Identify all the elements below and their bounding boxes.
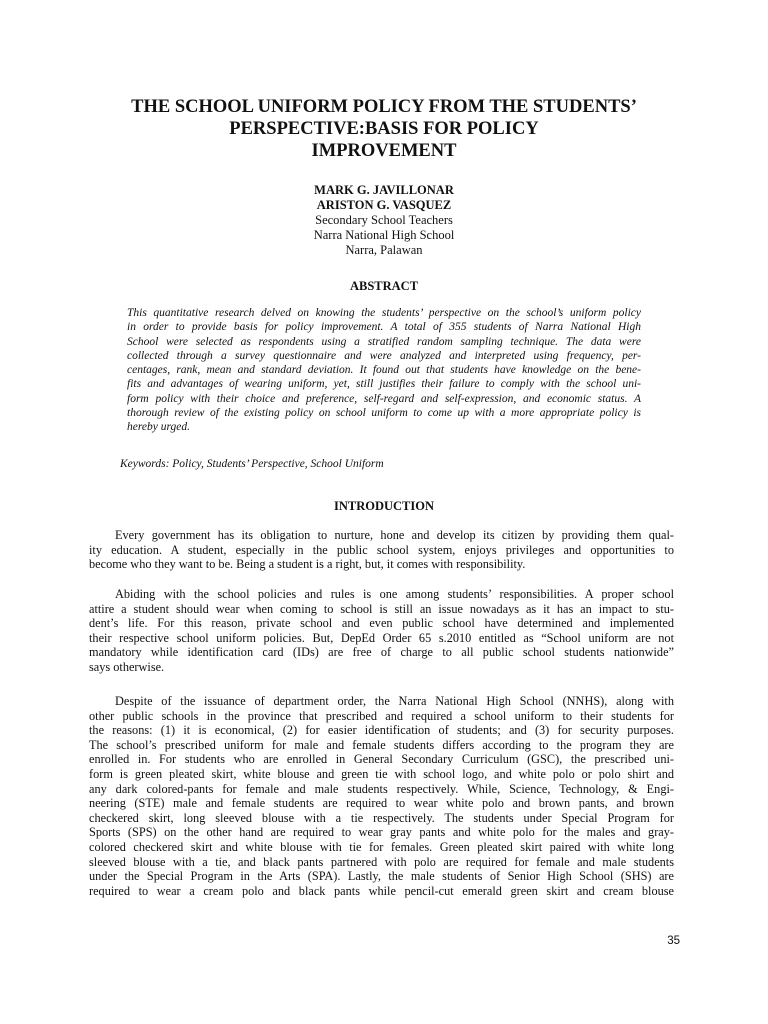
introduction-heading: INTRODUCTION: [333, 499, 434, 513]
author-name: ARISTON G. VASQUEZ: [316, 198, 452, 212]
paragraph-line: Sports (SPS) on the other hand are required to wear gray pants and white polo for the males and gray-: [89, 825, 674, 840]
paragraph-line: Every government has its obligation to nurture, hone and develop its citizen by providing them qual-: [115, 528, 674, 542]
paragraph-line: the reasons: (1) it is economical, (2) for easier identification of students; and (3) for security purposes.: [89, 723, 674, 738]
paragraph-line: mandatory while identification card (IDs) are free of charge to all public school students nationwide”: [89, 645, 674, 660]
title-line: PERSPECTIVE:BASIS FOR POLICY: [229, 119, 539, 139]
paragraph-line: The school’s prescribed uniform for male and female students differs according to the program they are: [89, 737, 674, 752]
paragraph-line: under the Special Program in the Arts (SPA). Lastly, the male students of Senior High School (SHS) are: [89, 869, 674, 884]
paragraph-line: sleeved blouse with a tie, and black pants partnered with polo are required for female and male students: [89, 854, 674, 869]
paragraph-line: ity education. A student, especially in the public school system, enjoys privileges and opportunities to: [89, 542, 674, 557]
abstract-line: fits and advantages of wearing uniform, yet, still justifies their failure to comply with the school uni-: [127, 378, 641, 391]
abstract-text: [127, 306, 641, 435]
paragraph-line: neering (STE) male and female students are required to wear white polo and brown pants, and brown: [89, 796, 674, 811]
abstract-line: hereby urged.: [127, 421, 191, 434]
abstract-line: in order to provide basis for policy improvement. A total of 355 students of Narra National High: [127, 321, 641, 334]
paragraph-line: their respective school uniform policies. But, DepEd Order 65 s.2010 entitled as “School uniform are not: [89, 630, 674, 645]
paragraph-line: attire a student should wear when coming to school is still an issue nowadays as it has an impact to stu-: [89, 601, 674, 616]
paragraph-line: colored checkered skirt and white blouse with tie for females. Green pleated skirt paired with white long: [89, 839, 674, 854]
author-affiliation: Narra National High School: [313, 228, 455, 242]
abstract-line: form policy with their choice and preference, self-regard and self-expression, and economic status. A: [127, 392, 641, 405]
paragraph-2: [89, 587, 674, 675]
paragraph-line: checkered skirt, long sleeved blouse with a tie respectively. The students under Special Program for: [89, 810, 674, 825]
abstract-line: School were selected as respondents using a stratified random sampling technique. The data were: [127, 335, 641, 348]
paragraph-line: any dark colored-pants for female and male students respectively. While, Science, Technology, & Engi-: [89, 781, 674, 796]
author-block: [180, 183, 588, 258]
page-number: 35: [667, 935, 680, 947]
paragraph-3: [89, 694, 674, 898]
abstract-heading: ABSTRACT: [349, 279, 419, 293]
paragraph-line: required to wear a cream polo and black pants while pencil-cut emerald green skirt and cream blouse: [89, 883, 674, 898]
paragraph-line: dent’s life. For this reason, private school and even public school have determined and implemented: [89, 616, 674, 631]
abstract-line: collected through a survey questionnaire and were analyzed and interpreted using frequency, per-: [127, 349, 641, 362]
author-affiliation: Secondary School Teachers: [315, 213, 453, 227]
title-line: IMPROVEMENT: [311, 141, 457, 161]
paragraph-line: says otherwise.: [89, 659, 165, 674]
paragraph-line: become who they want to be. Being a student is a right, but, it comes with responsibility.: [89, 557, 526, 572]
paragraph-1: [89, 528, 674, 572]
abstract-line: This quantitative research delved on knowing the students’ perspective on the school’s uniform policy: [127, 307, 641, 319]
paragraph-line: form is green pleated skirt, white blouse and green tie with school logo, and white polo or polo shirt and: [89, 766, 674, 781]
paragraph-line: enrolled in. For students who are enrolled in General Secondary Curriculum (GSC), the prescribed uni-: [89, 752, 674, 767]
abstract-line: thorough review of the existing policy on school uniform to come up with a more appropriate policy is: [127, 407, 641, 420]
paragraph-line: Despite of the issuance of department order, the Narra National High School (NNHS), along with: [115, 694, 674, 708]
keywords: Keywords: Policy, Students’ Perspective, School Uniform: [120, 458, 384, 470]
abstract-line: centages, rank, mean and standard deviation. It found out that students have knowledge on the bene-: [127, 364, 641, 377]
paragraph-line: Abiding with the school policies and rules is one among students’ responsibilities. A proper school: [115, 587, 674, 601]
paragraph-line: other public schools in the province that prescribed and required a school uniform to their students for: [89, 708, 674, 723]
author-affiliation: Narra, Palawan: [345, 243, 423, 257]
title-line: THE SCHOOL UNIFORM POLICY FROM THE STUDENTS’: [131, 97, 637, 117]
author-name: MARK G. JAVILLONAR: [314, 183, 454, 197]
paper-title: [80, 96, 688, 162]
